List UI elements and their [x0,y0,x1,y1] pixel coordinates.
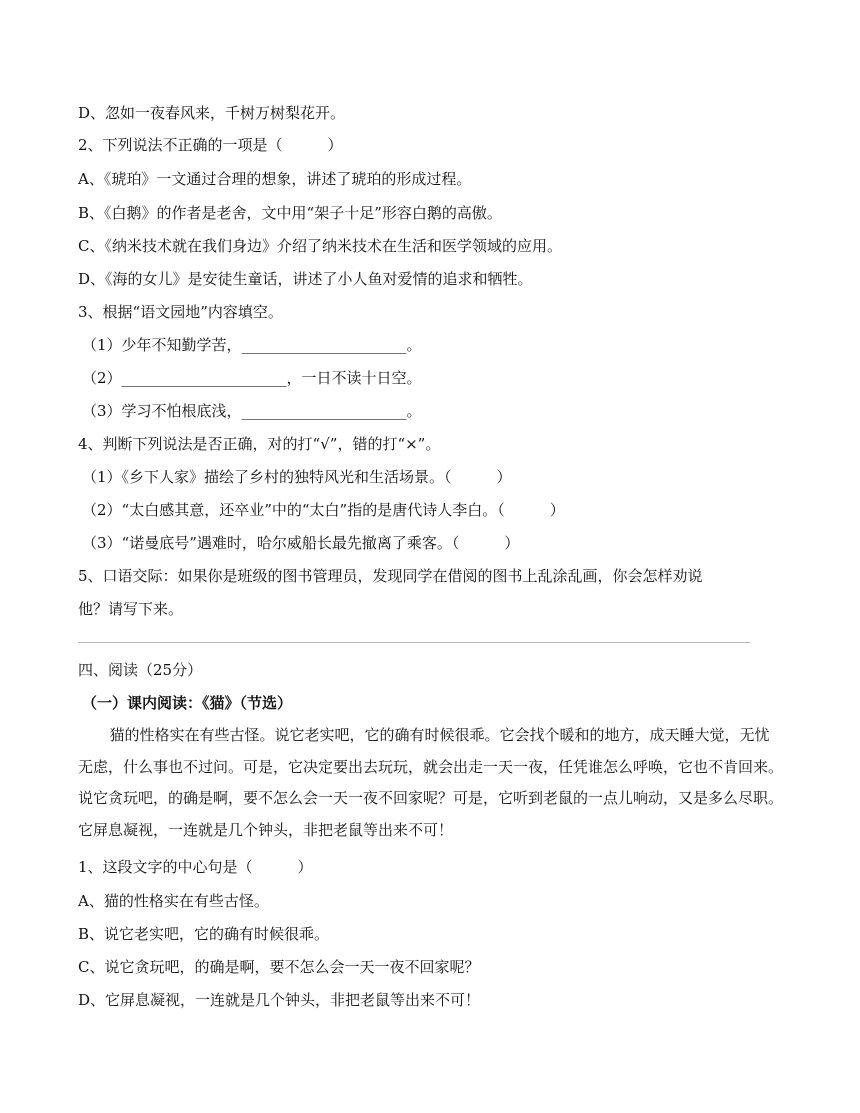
reading-question-1-option-a: A、猫的性格实在有些古怪。 [78,892,269,910]
option-d-line: D、忽如一夜春风来，千树万树梨花开。 [78,104,346,122]
question-3-blank-2: （2）______________________，一日不读十日空。 [82,369,422,387]
question-4: 4、判断下列说法是否正确，对的打“√”，错的打“×”。 [78,435,441,453]
question-5-continued: 他？请写下来。 [78,600,184,618]
reading-passage: 猫的性格实在有些古怪。说它老实吧，它的确有时候很乖。它会找个暖和的地方，成天睡大觉，无忧无虑，什么事也不过问。可是，它决定要出去玩玩，就会出走一天一夜，任凭谁怎么呼唤，它也不肯回来。说它贪玩吧，的确是啊，要不怎么会一天一夜不回家呢？可是，它听到老鼠的一点儿响动，又是多么尽职。它屏息凝视，一连就是几个钟头，非把老鼠等出来不可！ [78,726,784,839]
question-4-item-1: （1）《乡下人家》描绘了乡村的独特风光和生活场景。（ ） [82,468,512,486]
reading-question-1-option-b: B、说它老实吧，它的确有时候很乖。 [78,925,330,943]
question-2-option-b: B、《白鹅》的作者是老舍，文中用“架子十足”形容白鹅的高傲。 [78,204,502,222]
question-4-item-2: （2）“太白感其意，还卒业”中的“太白”指的是唐代诗人李白。（ ） [82,501,565,519]
section-divider [78,642,750,643]
question-3: 3、根据“语文园地”内容填空。 [78,303,283,321]
subsection-1-heading: （一）课内阅读：《猫》（节选） [82,694,293,712]
question-2-option-c: C、《纳米技术就在我们身边》介绍了纳米技术在生活和医学领域的应用。 [78,237,562,255]
question-3-blank-1: （1）少年不知勤学苦，______________________。 [82,336,422,354]
question-5: 5、口语交际：如果你是班级的图书管理员，发现同学在借阅的图书上乱涂乱画，你会怎样劝说 [78,567,703,585]
question-2-option-a: A、《琥珀》一文通过合理的想象，讲述了琥珀的形成过程。 [78,170,472,188]
question-2-option-d: D、《海的女儿》是安徒生童话，讲述了小人鱼对爱情的追求和牺牲。 [78,270,533,288]
question-4-item-3: （3）“诺曼底号”遇难时，哈尔威船长最先撤离了乘客。（ ） [82,534,520,552]
question-2: 2、下列说法不正确的一项是（ ） [78,136,343,154]
reading-question-1: 1、这段文字的中心句是（ ） [78,858,313,876]
reading-question-1-option-c: C、说它贪玩吧，的确是啊，要不怎么会一天一夜不回家呢？ [78,958,480,976]
section-4-heading: 四、阅读（25分） [78,661,203,679]
question-3-blank-3: （3）学习不怕根底浅，______________________。 [82,402,422,420]
reading-question-1-option-d: D、它屏息凝视，一连就是几个钟头，非把老鼠等出来不可！ [78,991,481,1009]
